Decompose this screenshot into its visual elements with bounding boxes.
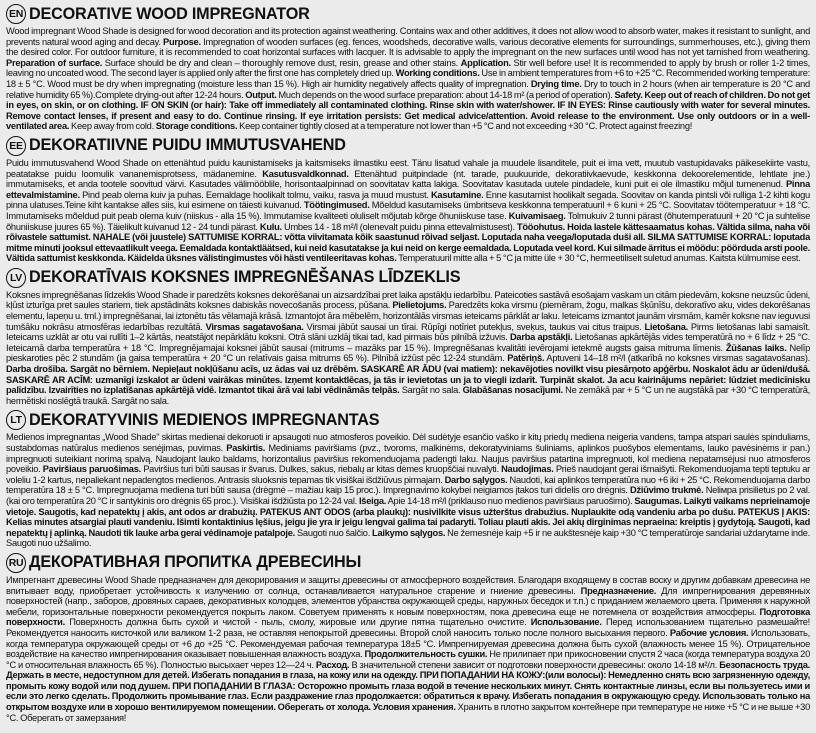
section-heading [6,3,810,25]
text-run: Keep away from cold. [69,121,156,132]
text-run: Enne kasutamist hoolikalt segada. Soovitav on kanda pintsli või rulliga 1-2 kihti kogu pinna ulatuses.Teine kiht kantakse alles siis, kui esimene on täiesti kuivanud. [6,189,810,211]
bold-run: Kasutamine. [430,189,484,200]
section-en [6,3,810,132]
section-lv [6,267,810,407]
bold-run: Условия хранения. [372,702,456,713]
text-run: Use in ambient temperatures from +6 to +25 °C. Recommended working temperature: 18 ± 5 °C. Wood must be dry when impregnating (moisture less than 15 %). High air humidity negatively affects quality of impregnation. [6,68,810,89]
bold-run: Расход. [315,659,350,670]
bold-run: Tööohutus. Hoida lastele kättesaamatus kohas. Vältida silma, naha või rõivastele sattumist. NAHALE (või juustele) SATTUMISE KORRAL: võtta viivitamata kõik saastunud rõivad seljast. Loputada naha veega/loputada duši all. SILMA SATTUMISE KORRAL: loputada mitme minuti jooksul ettevaatlikult veega. Eemaldada kontaktläätsed, kui neid kasutatakse ja kui neid on kerge eemaldada. Loputada veel kord. Kui silmade ärritus ei möödu: pöörduda arsti poole. Vältida sattumist keskkonda. Käidelda üksnes välistingimustes või hästi ventileeritavas kohas. [6,221,810,264]
bold-run: Paskirtis. [226,443,266,453]
bold-run: Рабочие условия. [669,627,749,638]
language-badge-ru: RU [6,553,26,573]
text-run: Naudoti, kai aplinkos temperatūra nuo +6 iki + 25 °C. Rekomenduojama darbo temperatūra 18 ± 5 °C. Impregnuojama mediena turi būti sausa (drėgmė – mažiau kaip 15 proc.). Impregnavimo kokybei neigiamos įtakos turi didelis oro drėgnis. [6,474,810,496]
text-run: Tolmukuiv 2 tunni pärast (õhutemperatuuril + 20 °C ja suhtelise õhuniiskuse juures 65 %). Täielikult kuivanud 12 - 24 tundi pärast. [6,210,810,232]
section-ee [6,135,810,264]
bold-run: Предназначение. [580,585,657,596]
bold-run: Application. [460,57,511,68]
text-run: Не прилипает при прикосновении спустя 2 часа (когда температура воздуха 20 °C и относительная влажность 65 %). Полностью высыхает через 12—24 ч. [6,649,811,670]
text-run: Koksnes impregnēšanas līdzeklis Wood Shade ir paredzēts koksnes dekorēšanai un aizsardzībai pret laika apstākļu iedarbību. Pateicoties sastāvā esošajam vaskam un citām piedevām, koksne neuzsūc ūdeni, kļūst izturīga pret saules stariem, tiek apstādināts koksnes dabiskās novecošanās process, pūšana. [6,289,810,311]
text-run: Dry to touch in 2 hours (when air temperature is 20 °C and relative humidity 65 %).Complete drying-out after 12-24 hours. [6,78,810,100]
section-body-ru [6,575,810,723]
text-run: Paviršius turi būti sausas ir švarus. Dulkes, sakus, riebalų ar kitas dėmes kruopščiai nuvalyti. [140,464,502,475]
bold-run: Продолжительность сушки. [364,649,488,660]
text-run: Импрегнант древесины Wood Shade предназначен для декорирования и защиты древесины от атмосферного воздействия. Благодаря входящему в состав воску и другим добавкам древесина не впитывает воду, приобретает устойчивость к излучению от солнца, останавливается натуральное старение и гниение древесины. [6,574,810,596]
section-title-lv: DEKORATĪVAIS KOKSNES IMPREGNĒŠANAS LĪDZEKLIS [29,268,461,287]
text-run: Ne zemākā par + 5 °C un ne augstākā par +30 °C temperatūrā, hermētiski noslēgtā traukā. Sargāt no sala. [6,385,811,406]
text-run: Virsmai jābūt sausai un tīrai. Rūpīgi notīriet putekļus, sveķus, taukus vai citus traipus. [303,321,645,332]
bold-run: Töötingimused. [303,200,370,211]
bold-run: Использование. [530,617,602,628]
text-run: Использовать, когда температура окружающей среды от +6 до +25 °C. Рекомендуемая рабочая температура 18±5 °C. Импрегнируемая древесина должна быть сухой (влажность менее 15 %). Отрицательное воздействие на качество импрегнирования оказывает повышенная влажность воздуха. [6,627,810,660]
bold-run: Kuivamisaeg. [508,210,566,221]
section-heading [6,135,810,157]
section-title-ru: ДЕКОРАТИВНАЯ ПРОПИТКА ДРЕВЕСИНЫ [29,553,362,572]
text-run: Puidu immutusvahend Wood Shade on ettenähtud puidu kaunistamiseks ja kaitsmiseks ilmastiku eest. Tänu lisatud vahale ja muudele lisanditele, puit ei ima vett, muutub vastupidavaks päikesekiirte vastu, peatatakse puidu loomulik vananemisprotsess, mädanemine. [6,157,810,179]
text-run: Wood impregnant Wood Shade is designed for wood decoration and its protection against weathering. Contains wax and other additives, it does not allow wood to absorb water, makes it resistant to sunlight, and prevents natural wood aging and decay. [6,26,810,47]
bold-run: Safety. Keep out of reach of children. Do not get in eyes, on skin, or on clothing. IF ON SKIN (or hair): Take off immediately all contaminated clothing. Rinse skin with water/shower. IF IN EYES: Rinse cautiously with water for several minutes. Remove contact lenses, if present and easy to do. Continue rinsing. If eye irritation persists: Get medical advice/attention. Avoid release to the environment. Use only outdoors or in a well-ventilated area. [6,89,810,132]
bold-run: Storage conditions. [155,121,238,132]
text-run: Pirms lietošanas labi samaisīt. Ieteicams uzklāt ar otu vai rullīti 1–2 kārtās, neatstājot nepārklātu koksni. Otrā slāni uzklāj tikai tad, kad pirmais būs pilnībā izžuvis. [6,321,811,343]
text-run: Mõeldud kasutamiseks ümbritseva keskkonna temperatuuril + 6 kuni + 25 °C. Soovitatav töötemperatuur + 18 °C. Immutamiseks mõeldud puit peab olema kuiv (niiskus - alla 15 %). Immutamise kvaliteeti oluliselt mõjutab kõrge õhuniiskuse tase. [6,200,810,221]
text-run: Sargāt no sala. [399,385,463,396]
section-title-lt: DEKORATYVINIS MEDIENOS IMPREGNANTAS [29,410,380,429]
bold-run: Žūšanas laiks. [725,342,787,353]
bold-run: Darbo sąlygos. [444,474,508,485]
section-heading [6,409,810,431]
bold-run: Lietošana. [644,321,688,332]
text-run: Ettenähtud puitpindade (nt. tarade, puukuuride, dekoratiivkaevude, keskkonna dekoorelementide, lehtlate jne.) immutamiseks, et anda tootele soovitud värvi. Kasutades välimööblile, horisontaalpinnad on soovitatav katta lakiga. Soovitatav kasutada uutele pindadele, kuni puit ei ole ilmastiku mõjul tumenenud. [6,168,810,190]
bold-run: Darba apstākļi. [509,332,573,343]
text-run: Nelīp pieskaroties pēc 2 stundām (ja gaisa temperatūra + 20 °C un relatīvais gaisa mitrums 65 %). Pilnībā izžūst pēc 12-24 stundām. [6,342,810,364]
language-badge-lt: LT [6,410,26,430]
text-run: Ne žemesnėje kaip +5 ir ne aukštesnėje kaip +30 °C temperatūroje sandariai uždarytame inde. Saugoti nuo užšalimo. [6,527,811,549]
text-run: Paredzēts koka virsmu (piemēram, žogu, malkas šķūnīšu, dekoratīvo aku, vides dekorēšanas elementu, lapeņu u. tml.) impregnēšanai, lai iztonētu tās vēlamajā krāsā. Izmantojot āra mēbelēm, horizontālās virsmas ieteicams pārklāt ar laku. Ieteicams izmantot jaunām virsmām, kamēr koksne nav ieguvusi tumšāku nokrāsu atmosfēras iedarbības rezultātā. [6,300,810,332]
section-heading [6,552,810,574]
bold-run: Džiūvimo trukmė. [630,485,704,496]
bold-run: Безопасность труда. Держать в месте, недоступном для детей. Избегать попадания в глаза, на кожу или на одежду. ПРИ ПОПАДАНИИ НА КОЖУ:(или волосы): Немедленно снять всю загрязненную одежду, промыть кожу водой или под душем. ПРИ ПОПАДАНИИ В ГЛАЗА: Осторожно промыть глаза водой в течение нескольких минут. Снять контактные линзы, если вы пользуетесь ими и если это легко сделать. Продолжить промывание глаз. Если раздражение глаз продолжается: обратиться к врачу. Избегать попадания в окружающую среду. Использовать только на открытом воздухе или в хорошо вентилируемом помещении. Оберегать от холода. [6,659,811,713]
text-run: Keep container tightly closed at a temperature not lower than +5 °C and not exceeding +30 °C. Protect against freezing! [237,121,693,132]
language-badge-lv: LV [6,268,26,288]
text-run: Stir well before use! It is recommended to apply by brush or roller 1-2 times, leaving no uncoated wood. The second layer is applied only after the first one has completely dried up. [6,57,811,79]
bold-run: Preparation of surface. [6,57,103,68]
text-run: Prieš naudojant gerai išmaišyti. Rekomenduojama tepti teptuku ar voleliu 1-2 kartus, nepaliekant nepadengtos medienos. Antrasis sluoksnis tepamas tik visiškai išdžiūvus pirmajam. [6,464,810,485]
text-run: Umbes 14 - 18 m²/l (olenevalt puidu pinna ettevalmistusest). [281,221,517,232]
text-run: Перед использованием тщательно размешайте! Рекомендуется наносить кисточкой или валиком 1-2 раза, не оставляя непокрытой древесины. Второй слой наносить только после полного высыхания первого. [6,617,810,638]
text-run: Lietošanas apkārtējās vides temperatūrā no + 6 līdz + 25 °C. Ieteicamā darba temperatūra + 18 °C. Impregnējamajai koksnei jābūt sausai (mitrums – mazāks par 15 %). Impregnēšanas kvalitāti ievērojami ietekmē augsts gaisa mitruma līmenis. [6,332,811,353]
text-run: Pind peab olema kuiv ja puhas. Eemaldage hoolikalt tolmu, vaiku, rasva ja muud mustust. [79,189,431,200]
section-ru [6,552,810,723]
text-run: Impregnation of wooden surfaces (eg. fences, woodsheds, decorative walls, various decorative elements for surroundings, summerhouses, etc.), giving them the desired color. For outdoor furniture, it is recommended to coat horizontal surfaces with lacquer. It is advisable to apply the impregnant on the new surfaces until wood has not yet tarnished from weathering. [6,36,810,58]
text-run: Surface should be dry and clean – thoroughly remove dust, resin, grease and other stains. [102,57,461,68]
text-run: Temperatuuril mitte alla + 5 °C ja mitte üle + 30 °C, hermeetiliselt suletud anumas. Kaitsta külmumise eest. [396,253,801,264]
text-run: Medienos impregnantas „Wood Shade" skirtas medienai dekoruoti ir apsaugoti nuo atmosferos poveikio. Dėl sudėtyje esančio vaško ir kitų priedų mediena neigeria vandens, tampa atspari saulės spinduliams, sustabdomas natūralus medienos senėjimas, puvimas. [6,432,810,453]
bold-run: Kulu. [259,221,282,232]
bold-run: Pielietojums. [392,300,447,311]
bold-run: Virsmas sagatavošana. [205,321,304,332]
bold-run: Išeiga. [358,495,387,506]
section-body-en [6,26,810,132]
language-badge-ee: EE [6,136,26,156]
text-run: Mediniams paviršiams (pvz., tvoroms, malkinėms, dekoratyviniams šuliniams, aplinkos puošybos elementams, lauko pavėsinėms ir pan.) impregnuoti suteikiant norimą spalvą. Naudojant lauko baldams, horizontalius paviršius rekomenduojama padengti laku. Naujus paviršius patartina impregnuoti, kol mediena nepatamsėjusi nuo atmosferos poveikio. [6,443,810,475]
text-run: Хранить в плотно закрытом контейнере при температуре не ниже +5 °C и не выше +30 °C. Оберегать от замерзания! [6,702,810,723]
section-body-lt [6,432,810,549]
text-run: Neliмpa prisilietus po 2 val. (kai oro temperatūra 20 °C ir santykinis oro drėgnis 65 proc.). Visiškai išdžiūsta po 12-24 val. [6,485,810,506]
bold-run: Pinna ettevalmistamine. [6,179,810,200]
text-run: Apie 14-18 m²/l (priklauso nuo medienos paviršiaus paruošimo). [386,495,635,506]
text-run: Для импрегнирования деревянных поверхностей (напр., заборов, дровяных сараев, декоративных колодцев, элементов убранства окружающей среды, наружных беседок и т.п.) с приданием желаемого цвета. Применяя к наружной мебели, горизонтальные поверхности рекомендуется покрыть лаком. Советуем применять к новым поверхностям, пока древесина еще не потемнела от воздействия атмосферы. [6,585,810,617]
section-body-ee [6,158,810,264]
bold-run: Laikymo sąlygos. [372,527,446,538]
bold-run: Glabāšanas nosacījumi. [462,385,563,396]
bold-run: Naudojimas. [501,464,554,475]
text-run: Aptuveni 14–18 m²/l (atkarībā no koksnes virsmas sagatavošanas). [544,353,810,364]
bold-run: Saugumas. Laikyti vaikams neprieinamoje vietoje. Saugotis, kad nepatektų į akis, ant odos ar drabužių. PATEKUS ANT ODOS (arba plaukų): nusivilkite visus užterštus drabužius. Nuplaukite odą vandeniu arba po dušu. PATEKUS Į AKIS: Kelias minutes atsargiai plauti vandeniu. Išimti kontaktinius lęšius, jeigu jie yra ir jeigu lengvai galima tai padaryti. Toliau plauti akis. Jei akių dirginimas nepraeina: kreiptis į gydytoją. Saugoti, kad nepatektų į aplinką. Naudoti tik lauke arba gerai vėdinamoje patalpoje. [6,495,811,538]
bold-run: Подготовка поверхности. [6,606,810,628]
text-run: Saugoti nuo šalčio. [295,527,373,538]
section-lt [6,409,810,549]
language-badge-en: EN [6,4,26,24]
section-title-ee: DEKORATIIVNE PUIDU IMMUTUSVAHEND [29,136,346,155]
bold-run: Darba drošība. Sargāt no bērniem. Nepieļaut nokļūšanu acīs, uz ādas vai uz drēbēm. SASKARĒ AR ĀDU (vai matiem): nekavējoties novilkt visu piesārņoto apģērbu. Noskalot ādu ar ūdeni/dušā. SASKARĒ AR ACĪM: uzmanīgi izskalot ar ūdeni vairākas minūtes. Izņemt kontaktlēcas, ja tās ir ievietotas un ja to viegli izdarīt. Turpināt skalot. Ja acu kairinājums nepāriet: lūdziet medicīnisku palīdzību. Izvairīties no izplatīšanas apkārtējā vidē. Izmantot tikai ārā vai labi vēdināmās telpās. [6,364,810,396]
bold-run: Working conditions. [395,68,480,79]
text-run: В значительной степени зависит от подготовки поверхности древесины: около 14-18 м²/л. [349,659,720,670]
bold-run: Drying time. [530,78,582,89]
bold-run: Patēriņš. [507,353,545,364]
bold-run: Paviršiaus paruošimas. [42,464,141,475]
bold-run: Kasutusvaldkonnad. [262,168,349,179]
text-run: Much depends on the wood surface preparation: about 14-18 m² (a period of operation). [276,89,615,100]
section-heading [6,267,810,289]
section-body-lv [6,290,810,407]
bold-run: Output. [245,89,277,100]
bold-run: Purpose. [163,36,201,47]
section-title-en: DECORATIVE WOOD IMPREGNATOR [29,4,310,23]
text-run: Поверхность должна быть сухой и чистой - пыль, смолу, жировые или другие пятна тщательно очистите. [64,617,531,628]
